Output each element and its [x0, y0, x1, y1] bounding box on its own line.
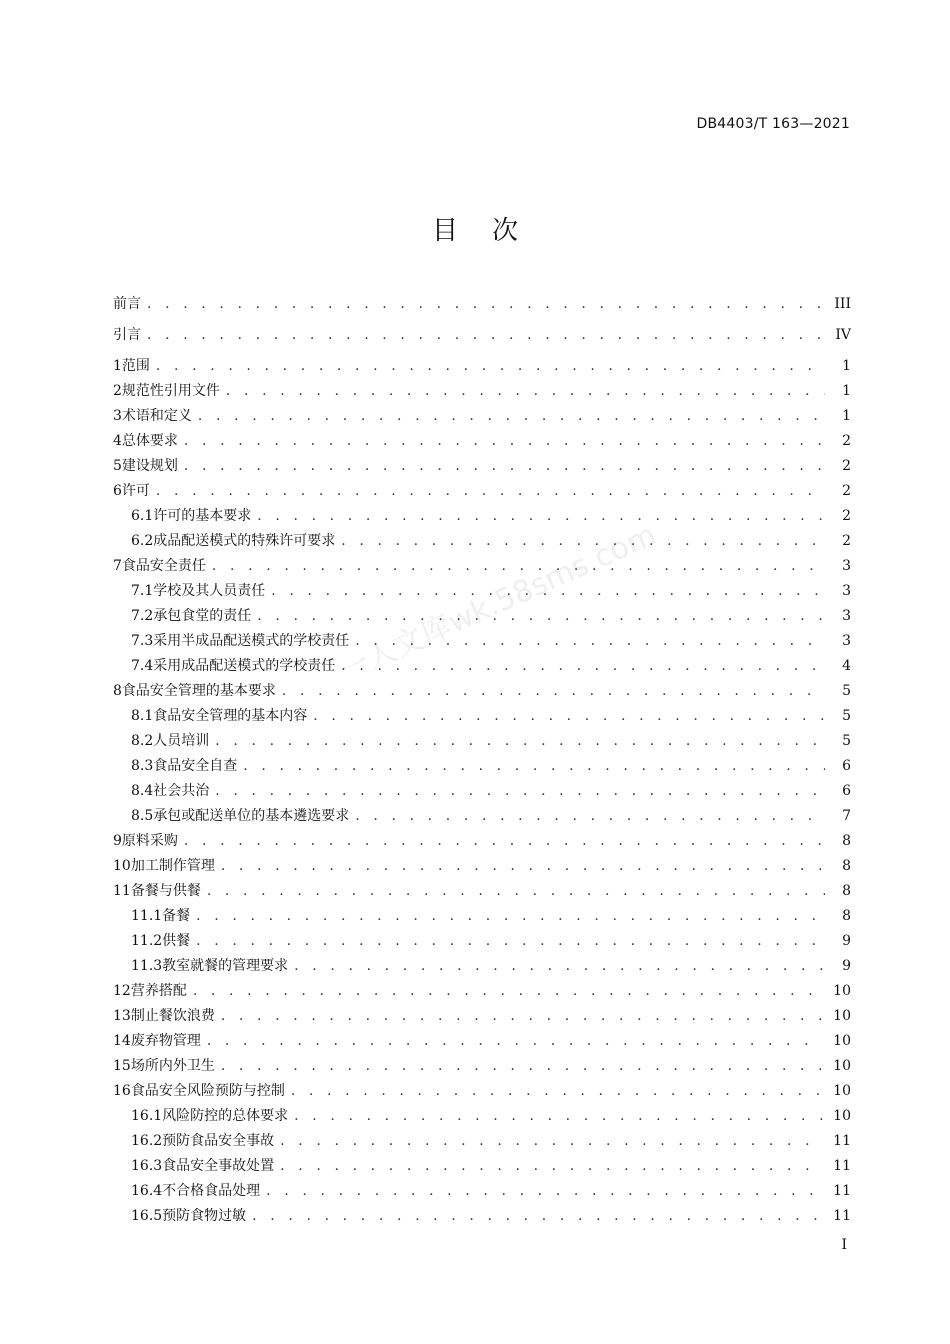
toc-entry-label: 风险防控的总体要求	[162, 1108, 289, 1124]
toc-entry-number: 16.3	[131, 1158, 163, 1174]
toc-entry-label: 食品安全管理的基本内容	[153, 708, 308, 724]
toc-entry-page: III	[834, 296, 851, 312]
toc-entry-page: 8	[842, 858, 851, 874]
dot-leader	[147, 323, 825, 348]
dot-leader	[355, 629, 825, 654]
toc-entry-number: 10	[113, 858, 131, 874]
toc-entry-page: 2	[842, 483, 851, 499]
dot-leader	[198, 404, 825, 429]
dot-leader	[271, 579, 825, 604]
dot-leader	[291, 1079, 823, 1104]
toc-entry[interactable]	[113, 729, 851, 754]
toc-entry-page: 10	[833, 983, 851, 999]
toc-entry-number: 11.3	[131, 958, 163, 974]
dot-leader	[257, 504, 825, 529]
toc-entry[interactable]	[113, 1004, 851, 1029]
toc-entry-page: 2	[842, 458, 851, 474]
dot-leader	[221, 1054, 823, 1079]
watermark: 一人文库wk.58sms.com	[333, 517, 662, 690]
dot-leader	[313, 704, 825, 729]
dot-leader	[184, 454, 825, 479]
toc-entry-label: 废弃物管理	[130, 1033, 201, 1049]
toc-entry-label: 术语和定义	[121, 408, 192, 424]
toc-entry-number: 7.2	[131, 608, 154, 624]
dot-leader	[280, 1129, 823, 1154]
toc-entry[interactable]	[113, 854, 851, 879]
toc-entry[interactable]	[113, 829, 851, 854]
toc-entry[interactable]	[113, 804, 851, 829]
dot-leader	[207, 879, 825, 904]
toc-entry-page: 3	[842, 633, 851, 649]
toc-entry-page: 7	[842, 808, 851, 824]
toc-entry-label: 食品安全风险预防与控制	[130, 1083, 285, 1099]
toc-entry-page: 5	[842, 733, 851, 749]
toc-entry-number: 8.1	[131, 708, 154, 724]
toc-entry-label: 备餐	[162, 908, 191, 924]
toc-entry-label: 食品安全自查	[153, 758, 238, 774]
dot-leader	[282, 679, 825, 704]
toc-entry[interactable]	[113, 1154, 851, 1179]
toc-entry-number: 14	[113, 1033, 131, 1049]
toc-entry-number: 7	[113, 558, 122, 574]
toc-entry[interactable]	[113, 1079, 851, 1104]
table-of-contents	[113, 292, 851, 1229]
toc-entry-number: 6.1	[131, 508, 154, 524]
dot-leader	[226, 379, 825, 404]
toc-entry-number: 7.1	[131, 583, 154, 599]
toc-entry[interactable]	[113, 704, 851, 729]
toc-entry-number: 16.5	[131, 1208, 163, 1224]
dot-leader	[294, 954, 825, 979]
toc-entry-number: 13	[113, 1008, 131, 1024]
toc-entry-label: 场所内外卫生	[130, 1058, 215, 1074]
toc-entry-label: 承包或配送单位的基本遴选要求	[153, 808, 350, 824]
dot-leader	[207, 1029, 823, 1054]
toc-entry[interactable]	[113, 604, 851, 629]
toc-entry-page: 3	[842, 583, 851, 599]
toc-entry[interactable]	[113, 779, 851, 804]
toc-entry-label: 预防食物过敏	[162, 1208, 247, 1224]
toc-entry[interactable]	[113, 323, 851, 348]
toc-entry-page: 9	[842, 933, 851, 949]
toc-entry-page: 2	[842, 433, 851, 449]
dot-leader	[196, 904, 825, 929]
toc-entry[interactable]	[113, 754, 851, 779]
toc-entry-page: 11	[833, 1133, 851, 1149]
toc-entry-number: 6.2	[131, 533, 154, 549]
toc-entry-number: 5	[113, 458, 122, 474]
toc-entry-label: 许可的基本要求	[153, 508, 252, 524]
toc-entry-number: 8.5	[131, 808, 154, 824]
toc-entry-label: 制止餐饮浪费	[130, 1008, 215, 1024]
dot-leader	[221, 854, 825, 879]
toc-entry-label: 食品安全事故处置	[162, 1158, 275, 1174]
dot-leader	[252, 1204, 823, 1229]
toc-entry-label: 加工制作管理	[130, 858, 215, 874]
toc-entry-number: 7.4	[131, 658, 154, 674]
toc-entry-number: 16.2	[131, 1133, 163, 1149]
toc-entry-label: 食品安全管理的基本要求	[121, 683, 276, 699]
toc-entry[interactable]	[113, 1054, 851, 1079]
toc-entry-label: 预防食品安全事故	[162, 1133, 275, 1149]
toc-entry[interactable]	[113, 529, 851, 554]
toc-entry[interactable]	[113, 679, 851, 704]
toc-entry-page: 5	[842, 683, 851, 699]
toc-entry[interactable]	[113, 504, 851, 529]
toc-entry-number: 11	[113, 883, 131, 899]
toc-entry-number: 8	[113, 683, 122, 699]
toc-entry[interactable]	[113, 954, 851, 979]
toc-entry-label: 社会共治	[153, 783, 210, 799]
document-code: DB4403/T 163—2021	[696, 116, 850, 132]
page-title: 目次	[431, 216, 552, 246]
toc-entry-label: 总体要求	[121, 433, 178, 449]
toc-entry-number: 8.4	[131, 783, 154, 799]
toc-entry[interactable]	[113, 1104, 851, 1129]
toc-entry-page: 3	[842, 558, 851, 574]
toc-entry-page: 2	[842, 533, 851, 549]
toc-entry-page: 6	[842, 758, 851, 774]
toc-entry-number: 1	[113, 358, 122, 374]
toc-entry-label: 备餐与供餐	[130, 883, 201, 899]
toc-entry-label: 原料采购	[121, 833, 178, 849]
toc-entry[interactable]	[113, 292, 851, 317]
dot-leader	[147, 292, 824, 317]
toc-entry[interactable]	[113, 904, 851, 929]
toc-entry[interactable]	[113, 579, 851, 604]
toc-entry-label: 范围	[121, 358, 150, 374]
toc-entry-number: 3	[113, 408, 122, 424]
toc-entry-label: 采用半成品配送模式的学校责任	[153, 633, 350, 649]
toc-entry-page: 10	[833, 1033, 851, 1049]
toc-entry[interactable]	[113, 1129, 851, 1154]
toc-entry-page: 5	[842, 708, 851, 724]
toc-entry[interactable]	[113, 1204, 851, 1229]
dot-leader	[294, 1104, 823, 1129]
toc-entry-number: 8.2	[131, 733, 154, 749]
toc-entry[interactable]	[113, 379, 851, 404]
toc-entry[interactable]	[113, 429, 851, 454]
toc-entry-page: 2	[842, 508, 851, 524]
toc-entry-page: 11	[833, 1208, 851, 1224]
page-number: I	[841, 1237, 847, 1253]
toc-entry-page: 10	[833, 1083, 851, 1099]
toc-entry-number: 16.1	[131, 1108, 163, 1124]
toc-entry-page: 10	[833, 1058, 851, 1074]
toc-entry-page: 9	[842, 958, 851, 974]
toc-entry-page: 6	[842, 783, 851, 799]
toc-entry-number: 12	[113, 983, 131, 999]
toc-entry[interactable]	[113, 554, 851, 579]
toc-entry-page: 8	[842, 883, 851, 899]
toc-entry-label: 不合格食品处理	[162, 1183, 261, 1199]
toc-entry-label: 建设规划	[121, 458, 178, 474]
toc-entry-page: 1	[842, 383, 851, 399]
dot-leader	[193, 979, 823, 1004]
dot-leader	[215, 779, 825, 804]
dot-leader	[341, 654, 825, 679]
toc-entry-page: 11	[833, 1183, 851, 1199]
toc-entry-number: 4	[113, 433, 122, 449]
toc-entry-label: 承包食堂的责任	[153, 608, 252, 624]
dot-leader	[184, 829, 825, 854]
dot-leader	[266, 1179, 823, 1204]
toc-entry-page: 10	[833, 1008, 851, 1024]
toc-entry[interactable]	[113, 654, 851, 679]
toc-entry-number: 15	[113, 1058, 131, 1074]
toc-entry-label: 供餐	[162, 933, 191, 949]
dot-leader	[212, 554, 825, 579]
toc-entry-label: 规范性引用文件	[121, 383, 220, 399]
toc-entry[interactable]	[113, 879, 851, 904]
toc-entry-page: 8	[842, 908, 851, 924]
dot-leader	[280, 1154, 823, 1179]
toc-entry-page: IV	[835, 327, 851, 343]
toc-entry[interactable]	[113, 929, 851, 954]
toc-entry-number: 16	[113, 1083, 131, 1099]
toc-entry-page: 1	[842, 408, 851, 424]
dot-leader	[196, 929, 825, 954]
toc-entry-label: 引言	[113, 327, 141, 343]
dot-leader	[243, 754, 825, 779]
toc-entry-page: 3	[842, 608, 851, 624]
toc-entry-label: 许可	[121, 483, 150, 499]
toc-entry[interactable]	[113, 629, 851, 654]
toc-entry-page: 11	[833, 1158, 851, 1174]
toc-entry[interactable]	[113, 454, 851, 479]
toc-entry-number: 7.3	[131, 633, 154, 649]
toc-entry-label: 成品配送模式的特殊许可要求	[153, 533, 336, 549]
dot-leader	[355, 804, 825, 829]
toc-entry-label: 食品安全责任	[121, 558, 206, 574]
toc-entry[interactable]	[113, 354, 851, 379]
toc-entry[interactable]	[113, 1029, 851, 1054]
dot-leader	[156, 479, 825, 504]
toc-entry-number: 2	[113, 383, 122, 399]
toc-entry-label: 采用成品配送模式的学校责任	[153, 658, 336, 674]
toc-entry-page: 1	[842, 358, 851, 374]
toc-entry-label: 营养搭配	[130, 983, 187, 999]
toc-entry[interactable]	[113, 479, 851, 504]
dot-leader	[221, 1004, 823, 1029]
dot-leader	[156, 354, 825, 379]
toc-entry-number: 9	[113, 833, 122, 849]
dot-leader	[215, 729, 825, 754]
toc-entry-page: 10	[833, 1108, 851, 1124]
toc-entry-label: 前言	[113, 296, 141, 312]
toc-entry[interactable]	[113, 979, 851, 1004]
toc-entry[interactable]	[113, 1179, 851, 1204]
toc-entry-page: 4	[842, 658, 851, 674]
dot-leader	[341, 529, 825, 554]
toc-entry-label: 人员培训	[153, 733, 210, 749]
toc-entry[interactable]	[113, 404, 851, 429]
toc-entry-page: 8	[842, 833, 851, 849]
toc-entry-number: 6	[113, 483, 122, 499]
toc-entry-label: 教室就餐的管理要求	[162, 958, 289, 974]
dot-leader	[184, 429, 825, 454]
toc-entry-number: 16.4	[131, 1183, 163, 1199]
dot-leader	[257, 604, 825, 629]
toc-entry-label: 学校及其人员责任	[153, 583, 266, 599]
toc-entry-number: 8.3	[131, 758, 154, 774]
toc-entry-number: 11.2	[131, 933, 163, 949]
toc-entry-number: 11.1	[131, 908, 163, 924]
